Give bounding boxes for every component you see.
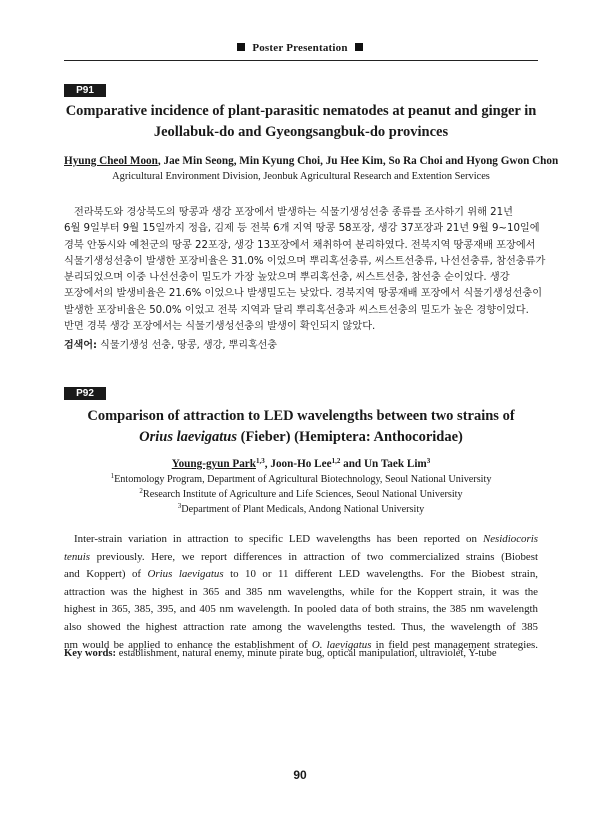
species-name: Nesidiocoris (482, 533, 538, 545)
abstract-body (64, 205, 546, 335)
presenting-author: Young-gyun Park (171, 458, 256, 470)
coauthor: and Un Taek Lim (340, 458, 427, 470)
abstract-line (64, 549, 538, 567)
page-number: 90 (293, 768, 307, 782)
abstract-title (64, 406, 538, 448)
affiliation-marker: 3 (177, 502, 182, 510)
abstract-line: also showed the highest attraction rate among the wavelengths tested. Thus, the wavelength of 385 (64, 620, 538, 633)
affiliation-text: Entomology Program, Department of Agricultural Biotechnology, Seoul National University (114, 474, 492, 485)
affiliation-list (64, 472, 538, 517)
abstract-line: 6월 9일부터 9월 15일까지 정읍, 김제 등 전북 6개 지역 땅콩 58포장, 생강 37포장과 21년 9월 9~10일에 (64, 223, 540, 235)
coauthor: , Joon-Ho Lee (264, 458, 332, 470)
abstract-line: 전라북도와 경상북도의 땅콩과 생강 포장에서 발생하는 식물기생성선충 종류를 조사하기 위해 21년 (74, 207, 513, 218)
affiliation-marker: 3 (426, 457, 431, 465)
species-name: Orius laevigatus (139, 429, 237, 445)
presenting-author: Hyung Cheol Moon (64, 155, 158, 167)
abstract-line: 반면 경북 생강 포장에서는 식물기생성선충의 발생이 확인되지 않았다. (64, 321, 376, 333)
affiliation (64, 487, 538, 502)
abstract-body (64, 531, 538, 654)
keywords (64, 336, 538, 351)
abstract-code-badge: P92 (64, 387, 106, 400)
affiliation (64, 502, 538, 517)
affiliation-marker: 1,3 (256, 457, 265, 465)
species-name: Orius laevigatus (147, 568, 224, 581)
affiliation-text: Department of Plant Medicals, Andong National University (181, 504, 425, 515)
keywords-label: Key words: (64, 648, 117, 659)
abstract-line (64, 531, 538, 549)
abstract-title-line (64, 427, 538, 448)
keywords-text: 식물기생성 선충, 땅콩, 생강, 뿌리혹선충 (96, 340, 277, 351)
square-bullet-icon (237, 43, 245, 51)
keywords (64, 648, 538, 659)
abstract-text: to 10 or 11 different LED wavelengths. For the Biobest strain, (223, 568, 539, 581)
keywords-label: 검색어: (64, 340, 97, 351)
section-header (0, 42, 600, 54)
coauthors: , Jae Min Seong, Min Kyung Choi, Ju Hee Kim, So Ra Choi and Hyong Gwon Chon (157, 155, 559, 167)
abstract-line: 식물기생성선충이 발생한 포장비율은 31.0% 이었으며 뿌리혹선충류, 씨스트선충류, 나선선충류, 참선충류가 (64, 255, 546, 267)
abstract-line: 발생한 포장비율은 50.0% 이었고 전북 지역과 달리 뿌리혹선충과 씨스트선충의 밀도가 높은 경향이었다. (64, 304, 529, 316)
affiliation (64, 472, 538, 487)
affiliation-marker: 1,2 (331, 457, 341, 465)
affiliation: Agricultural Environment Division, Jeonbuk Agricultural Research and Extention Services (112, 171, 490, 182)
abstract-title-line: Jeollabuk-do and Gyeongsangbuk-do provinces (153, 124, 449, 140)
abstract-line (64, 566, 538, 584)
abstract-line: 분리되었으며 이중 나선선충이 밀도가 가장 높았으며 뿌리혹선충, 씨스트선충, 참선충 순이었다. 생강 (64, 272, 510, 284)
abstract-line: 경북 안동시와 예천군의 땅콩 22포장, 생강 13포장에서 채취하여 분리하였다. 전북지역 땅콩재배 포장에서 (64, 239, 536, 251)
affiliation-marker: 1 (110, 472, 115, 480)
author-list (64, 456, 538, 472)
title-rest: (Fieber) (Hemiptera: Anthocoridae) (237, 429, 463, 445)
species-name: O. laevigatus (311, 638, 372, 651)
abstract-text: and Koppert) of (64, 568, 148, 581)
author-list (64, 153, 559, 169)
section-header-label: Poster Presentation (252, 42, 348, 54)
abstract-title-line: Comparison of attraction to LED wavelengths between two strains of (87, 408, 515, 424)
square-bullet-icon (355, 43, 363, 51)
affiliation-text: Research Institute of Agriculture and Life Sciences, Seoul National University (142, 489, 463, 500)
abstract-text: nm would be applied to enhance the establishment of (64, 638, 312, 651)
affiliation-marker: 2 (139, 487, 143, 495)
abstract-text: in field pest management strategies. (371, 638, 539, 651)
abstract-code-badge: P91 (64, 84, 106, 97)
abstract-line: highest in 365, 385, 395, and 405 nm wavelength. In pooled data of both strains, the 385 nm wavelength (64, 603, 538, 616)
abstract-line: attraction was the highest in 365 and 385 nm wavelengths, while for the Koppert strain, it was the (64, 585, 538, 598)
species-name: tenuis (64, 550, 91, 563)
header-divider (64, 60, 538, 61)
abstract-text: previously. Here, we report differences in attraction of two commercialized strains (Biobest (90, 550, 538, 563)
abstract-line: 포장에서의 발생비율은 21.6% 이었으나 발생밀도는 낮았다. 경북지역 땅콩재배 포장에서 식물기생성선충이 (64, 288, 543, 300)
abstract-title (64, 101, 538, 143)
abstract-text: Inter-strain variation in attraction to specific LED wavelengths has been reported on (74, 533, 483, 545)
keywords-text: establishment, natural enemy, minute pirate bug, optical manipulation, ultraviolet, Y-tube (116, 648, 497, 659)
abstract-title-line: Comparative incidence of plant-parasitic nematodes at peanut and ginger in (65, 103, 537, 119)
